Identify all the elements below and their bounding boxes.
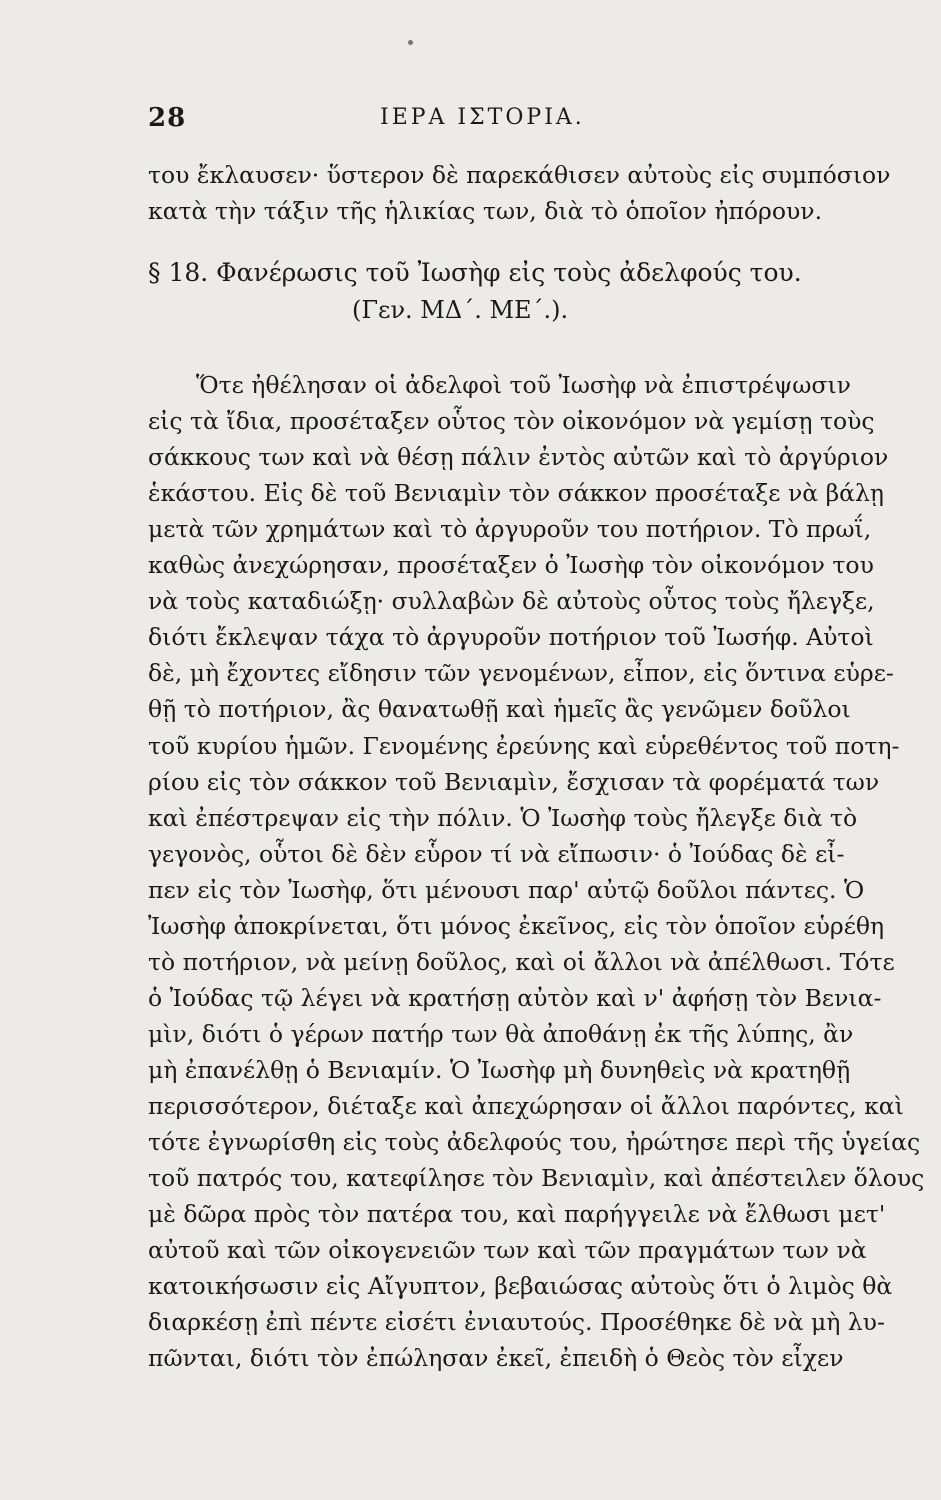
text-line: αὐτοῦ καὶ τῶν οἰκογενειῶν των καὶ τῶν πραγμάτων των νὰ: [148, 1236, 867, 1265]
section-title: § 18. Φανέρωσις τοῦ Ἰωσὴφ εἰς τοὺς ἀδελφούς του.: [148, 258, 802, 287]
text-line: κατὰ τὴν τάξιν τῆς ἡλικίας των, διὰ τὸ ὁποῖον ἠπόρουν.: [148, 197, 823, 225]
text-line: θῇ τὸ ποτήριον, ἂς θανατωθῇ καὶ ἡμεῖς ἂς γενῶμεν δοῦλοι: [148, 695, 851, 724]
text-line: γεγονὸς, οὗτοι δὲ δὲν εὗρον τί νὰ εἴπωσιν· ὁ Ἰούδας δὲ εἶ-: [148, 839, 845, 868]
text-line: ὁ Ἰούδας τῷ λέγει νὰ κρατήσῃ αὐτὸν καὶ ν' ἀφήσῃ τὸν Βενια-: [148, 983, 882, 1012]
text-line: διαρκέσῃ ἐπὶ πέντε εἰσέτι ἐνιαυτούς. Προσέθηκε δὲ νὰ μὴ λυ-: [148, 1308, 885, 1337]
text-line: τοῦ κυρίου ἡμῶν. Γενομένης ἐρεύνης καὶ εὑρεθέντος τοῦ ποτη-: [148, 731, 900, 760]
text-line: μετὰ τῶν χρημάτων καὶ τὸ ἀργυροῦν του ποτήριον. Τὸ πρωΐ,: [148, 515, 872, 544]
text-line: κατοικήσωσιν εἰς Αἴγυπτον, βεβαιώσας αὐτοὺς ὅτι ὁ λιμὸς θὰ: [148, 1272, 893, 1301]
text-line: τὸ ποτήριον, νὰ μείνῃ δοῦλος, καὶ οἱ ἄλλοι νὰ ἀπέλθωσι. Τότε: [148, 947, 895, 976]
text-line: ἑκάστου. Εἰς δὲ τοῦ Βενιαμὶν τὸν σάκκον προσέταξε νὰ βάλῃ: [148, 479, 885, 508]
text-line: ρίου εἰς τὸν σάκκον τοῦ Βενιαμὶν, ἔσχισαν τὰ φορέματά των: [148, 767, 880, 796]
text-line: Ὅτε ἠθέλησαν οἱ ἀδελφοὶ τοῦ Ἰωσὴφ νὰ ἐπιστρέψωσιν: [196, 371, 851, 399]
text-line: δὲ, μὴ ἔχοντες εἴδησιν τῶν γενομένων, εἶπον, εἰς ὅντινα εὑρε-: [148, 659, 894, 688]
text-line: μὶν, διότι ὁ γέρων πατήρ των θὰ ἀποθάνῃ ἐκ τῆς λύπης, ἂν: [148, 1019, 854, 1048]
text-line: νὰ τοὺς καταδιώξῃ· συλλαβὼν δὲ αὐτοὺς οὗτος τοὺς ἤλεγξε,: [148, 587, 875, 616]
text-line: πῶνται, διότι τὸν ἐπώλησαν ἐκεῖ, ἐπειδὴ ὁ Θεὸς τὸν εἶχεν: [148, 1344, 844, 1373]
text-line: μὲ δῶρα πρὸς τὸν πατέρα του, καὶ παρήγγειλε νὰ ἔλθωσι μετ': [148, 1200, 886, 1229]
text-line: διότι ἔκλεψαν τάχα τὸ ἀργυροῦν ποτήριον τοῦ Ἰωσήφ. Αὐτοὶ: [148, 623, 874, 652]
text-line: σάκκους των καὶ νὰ θέσῃ πάλιν ἐντὸς αὐτῶν καὶ τὸ ἀργύριον: [148, 443, 889, 472]
text-line: του ἔκλαυσεν· ὕστερον δὲ παρεκάθισεν αὐτοὺς εἰς συμπόσιον: [148, 161, 891, 189]
text-line: τοῦ πατρός του, κατεφίλησε τὸν Βενιαμὶν, καὶ ἀπέστειλεν ὅλους: [148, 1164, 925, 1193]
text-line: εἰς τὰ ἴδια, προσέταξεν οὗτος τὸν οἰκονόμον νὰ γεμίσῃ τοὺς: [148, 407, 875, 436]
page-header: [148, 103, 848, 143]
text-line: μὴ ἐπανέλθῃ ὁ Βενιαμίν. Ὁ Ἰωσὴφ μὴ δυνηθεὶς νὰ κρατηθῇ: [148, 1055, 851, 1084]
text-line: καθὼς ἀνεχώρησαν, προσέταξεν ὁ Ἰωσὴφ τὸν οἰκονόμον του: [148, 551, 874, 580]
ink-speck: [408, 40, 413, 45]
text-line: τότε ἐγνωρίσθη εἰς τοὺς ἀδελφούς του, ἠρώτησε περὶ τῆς ὑγείας: [148, 1128, 921, 1157]
text-line: καὶ ἐπέστρεψαν εἰς τὴν πόλιν. Ὁ Ἰωσὴφ τοὺς ἤλεγξε διὰ τὸ: [148, 803, 858, 832]
text-line: πεν εἰς τὸν Ἰωσὴφ, ὅτι μένουσι παρ' αὐτῷ δοῦλοι πάντες. Ὁ: [148, 875, 865, 904]
text-line: περισσότερον, διέταξε καὶ ἀπεχώρησαν οἱ ἄλλοι παρόντες, καὶ: [148, 1092, 904, 1120]
page-number: 28: [148, 103, 187, 133]
running-head: ΙΕΡΑ ΙΣΤΟΡΙΑ.: [380, 105, 585, 130]
text-line: Ἰωσὴφ ἀποκρίνεται, ὅτι μόνος ἐκεῖνος, εἰς τὸν ὁποῖον εὑρέθη: [148, 911, 885, 940]
section-reference: (Γεν. ΜΔ΄. ΜΕ΄.).: [352, 296, 569, 324]
